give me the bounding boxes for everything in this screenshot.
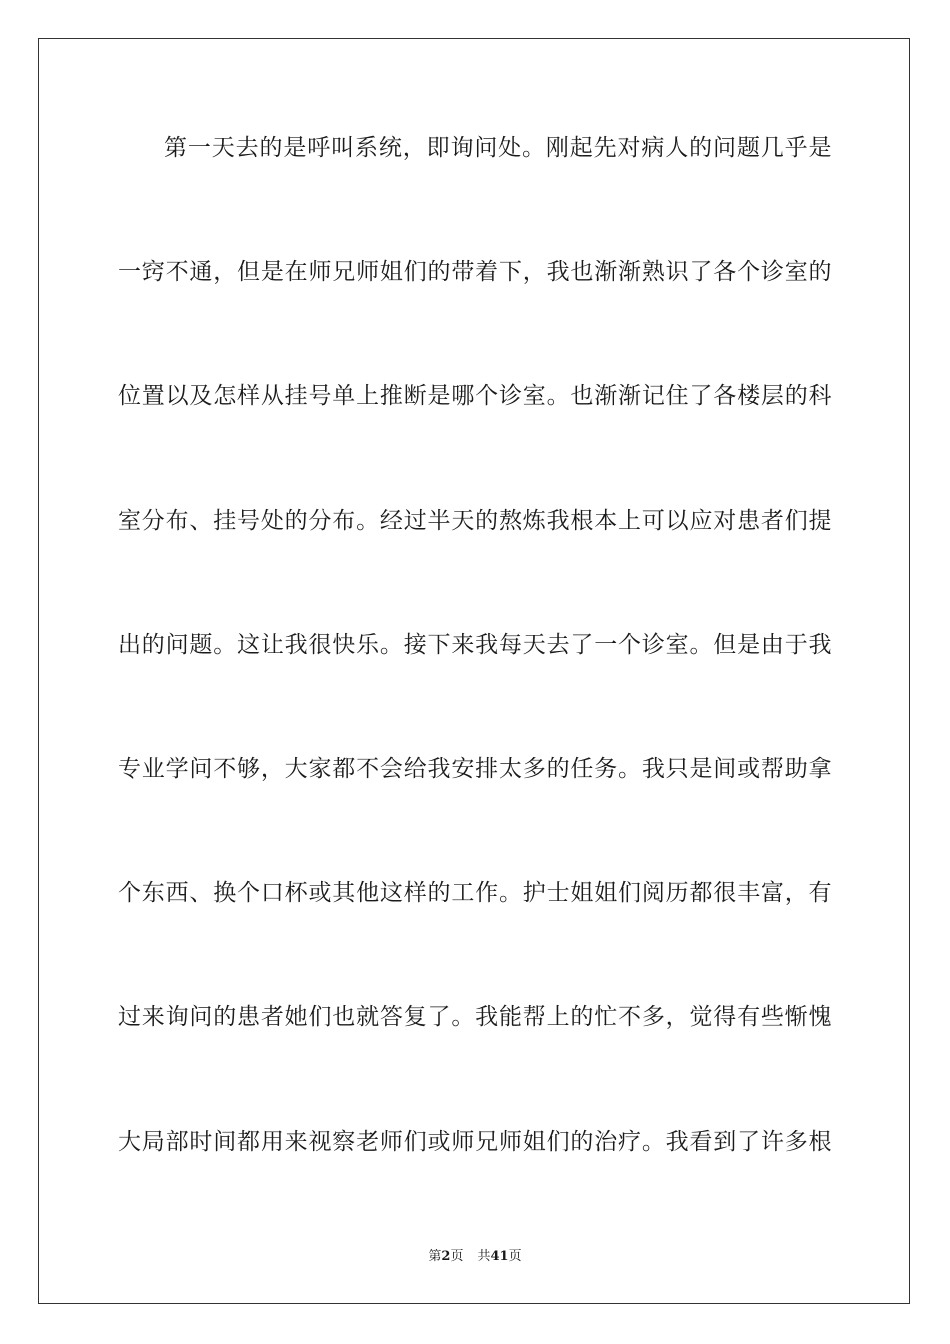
text-line-7: 个东西、换个口杯或其他这样的工作。护士姐姐们阅历都很丰富，有 [118,880,832,907]
text-line-9: 大局部时间都用来视察老师们或师兄师姐们的治疗。我看到了许多根 [118,1128,832,1155]
text-line-5: 出的问题。这让我很快乐。接下来我每天去了一个诊室。但是由于我 [118,631,832,658]
total-suffix: 页 [508,1249,522,1264]
text-line-6: 专业学问不够，大家都不会给我安排太多的任务。我只是间或帮助拿 [118,755,832,782]
page-number: 2 [441,1249,451,1264]
text-line-3: 位置以及怎样从挂号单上推断是哪个诊室。也渐渐记住了各楼层的科 [118,383,832,410]
text-line-4: 室分布、挂号处的分布。经过半天的熬炼我根本上可以应对患者们提 [118,507,832,534]
body-text [118,118,832,1236]
total-prefix: 共 [477,1249,491,1264]
text-line-2: 一窍不通，但是在师兄师姐们的带着下，我也渐渐熟识了各个诊室的 [118,259,832,286]
text-line-8: 过来询问的患者她们也就答复了。我能帮上的忙不多，觉得有些惭愧 [118,1004,832,1031]
page-suffix: 页 [450,1249,464,1264]
total-pages: 41 [490,1249,509,1264]
page-footer [0,1245,950,1264]
text-line-1: 第一天去的是呼叫系统，即询问处。刚起先对病人的问题几乎是 [164,135,832,161]
page-prefix: 第 [428,1249,442,1264]
